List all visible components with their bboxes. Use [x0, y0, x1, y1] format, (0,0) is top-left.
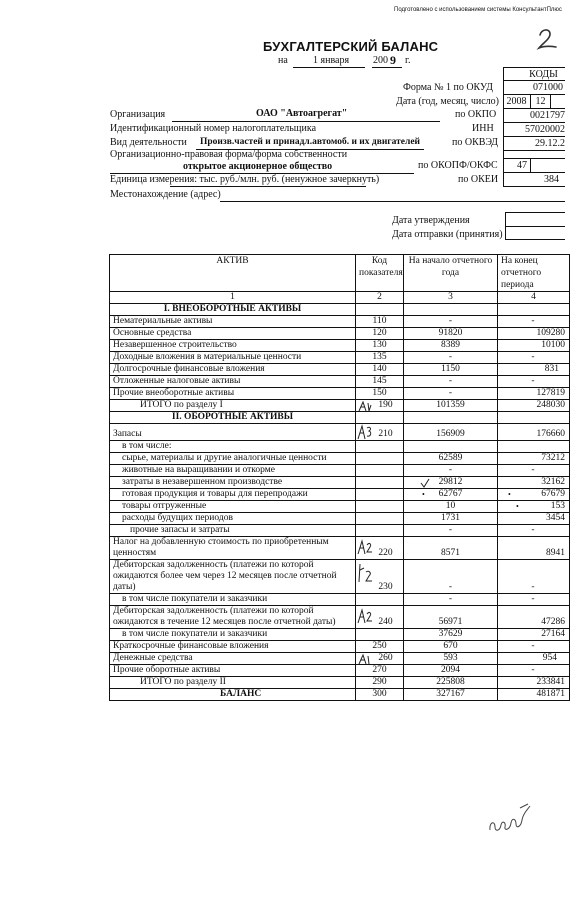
row-name: Основные средства [110, 328, 356, 340]
row-name: Нематериальные активы [110, 316, 356, 328]
inn-code-label: ИНН [472, 123, 494, 134]
row-end: 32162 [498, 477, 570, 489]
row-start: - [404, 352, 498, 364]
row-code-text: 240 [378, 617, 393, 627]
row-end: 233841 [498, 677, 570, 689]
row-start: 1731 [404, 513, 498, 525]
row-code [356, 424, 404, 441]
row-name: БАЛАНС [110, 689, 356, 701]
tick-mark-icon: • [516, 502, 519, 511]
unit-label: Единица измерения: тыс. руб./млн. руб. (ненужное зачеркнуть) [110, 174, 380, 185]
section-1-title: I. ВНЕОБОРОТНЫЕ АКТИВЫ [110, 304, 356, 316]
row-code [356, 653, 404, 665]
row-end: 831 [498, 364, 570, 376]
row-start: - [404, 388, 498, 400]
row-start: 37629 [404, 629, 498, 641]
handwritten-code-mark-a1 [358, 654, 372, 665]
row-code: 145 [356, 376, 404, 388]
row-end: - [498, 594, 570, 606]
sent-date-label: Дата отправки (принятия) [392, 229, 503, 240]
row-code: 270 [356, 665, 404, 677]
row-code-text: 190 [378, 400, 393, 410]
row-name: Прочие оборотные активы [110, 665, 356, 677]
row-name: Незавершенное строительство [110, 340, 356, 352]
row-end: 127819 [498, 388, 570, 400]
row-name: в том числе покупатели и заказчики [110, 594, 356, 606]
row-end: 3454 [498, 513, 570, 525]
row-name: в том числе покупатели и заказчики [110, 629, 356, 641]
row-name: животные на выращивании и откорме [110, 465, 356, 477]
table-row [110, 352, 570, 364]
row-name: готовая продукция и товары для перепродажи [110, 489, 356, 501]
row-name: Денежные средства [110, 653, 356, 665]
table-row [110, 316, 570, 328]
col-header-asset: АКТИВ [110, 255, 356, 292]
row-code [356, 513, 404, 525]
row-start-text: 29812 [438, 477, 463, 487]
row-end: 47286 [498, 606, 570, 629]
row-code [356, 629, 404, 641]
date-year-digit: 9 [390, 53, 396, 67]
row-start: 2094 [404, 665, 498, 677]
row-start: - [404, 376, 498, 388]
table-row [110, 489, 570, 501]
row-code: 300 [356, 689, 404, 701]
col-number-2: 2 [356, 292, 404, 304]
row-end: - [498, 665, 570, 677]
row-name: Запасы [110, 424, 356, 441]
date-year-prefix: 200 [373, 55, 388, 66]
row-code: 135 [356, 352, 404, 364]
inn-label: Идентификационный номер налогоплательщика [110, 123, 317, 134]
row-start: 101359 [404, 400, 498, 412]
handwritten-code-mark-a2 [357, 539, 373, 555]
section-2-title: II. ОБОРОТНЫЕ АКТИВЫ [110, 412, 356, 424]
row-start: 1150 [404, 364, 498, 376]
table-row [110, 441, 570, 453]
table-row [110, 641, 570, 653]
section-2-row [110, 412, 570, 424]
col-header-start: На начало отчетного года [404, 255, 498, 292]
row-end-text: 67679 [541, 489, 565, 499]
table-row [110, 465, 570, 477]
table-row [110, 376, 570, 388]
row-start: 8571 [404, 537, 498, 560]
row-end: 27164 [498, 629, 570, 641]
col-header-code: Код показателя [356, 255, 404, 292]
row-name: Долгосрочные финансовые вложения [110, 364, 356, 376]
tick-mark-icon: • [508, 490, 511, 499]
row-start: 91820 [404, 328, 498, 340]
row-code: 130 [356, 340, 404, 352]
approval-date-label: Дата утверждения [392, 215, 470, 226]
col-number-4: 4 [498, 292, 570, 304]
table-row [110, 340, 570, 352]
row-end: 73212 [498, 453, 570, 465]
row-start: 62589 [404, 453, 498, 465]
activity-label: Вид деятельности [110, 137, 187, 148]
activity-value: Произв.частей и принадл.автомоб. и их двигателей [200, 137, 421, 147]
row-name: прочие запасы и затраты [110, 525, 356, 537]
form-code: 071000 [503, 81, 565, 95]
row-code: 150 [356, 388, 404, 400]
table-row [110, 513, 570, 525]
handwritten-page-number [535, 26, 561, 52]
row-code-text: 210 [378, 429, 393, 439]
row-end: 248030 [498, 400, 570, 412]
handwritten-code-mark-a1 [358, 401, 374, 412]
date-month-code: 12 [531, 95, 551, 109]
row-name: затраты в незавершенном производстве [110, 477, 356, 489]
okei-label: по ОКЕИ [458, 174, 499, 185]
okved-label: по ОКВЭД [452, 137, 498, 148]
row-name: ИТОГО по разделу II [110, 677, 356, 689]
okei-code: 384 [503, 173, 565, 187]
table-row-balance [110, 689, 570, 701]
row-code [356, 606, 404, 629]
table-row [110, 364, 570, 376]
okopf-label: по ОКОПФ/ОКФС [418, 160, 498, 171]
row-start: - [404, 465, 498, 477]
table-row [110, 453, 570, 465]
row-name: Прочие внеоборотные активы [110, 388, 356, 400]
form-label: Форма № 1 по ОКУД [403, 82, 493, 93]
row-end-text: 153 [550, 501, 565, 511]
row-name: Отложенные налоговые активы [110, 376, 356, 388]
codes-empty-row [503, 151, 565, 159]
row-code: 250 [356, 641, 404, 653]
row-name: ИТОГО по разделу I [110, 400, 356, 412]
row-name: Краткосрочные финансовые вложения [110, 641, 356, 653]
table-row [110, 653, 570, 665]
row-end: 954 [498, 653, 570, 665]
table-row [110, 594, 570, 606]
col-header-end: На конец отчетного периода [498, 255, 570, 292]
row-start: 670 [404, 641, 498, 653]
codes-header-label: КОДЫ [529, 69, 558, 80]
row-code [356, 453, 404, 465]
inn-code: 57020002 [503, 123, 565, 137]
row-end: - [498, 560, 570, 594]
row-start: 156909 [404, 424, 498, 441]
row-end: 481871 [498, 689, 570, 701]
row-code: 140 [356, 364, 404, 376]
okved-code: 29.12.2 [503, 137, 565, 151]
okopf-code: 47 [503, 159, 531, 173]
row-end: - [498, 641, 570, 653]
row-code-text: 230 [378, 582, 393, 592]
row-start: - [404, 525, 498, 537]
table-row [110, 424, 570, 441]
table-header-row [110, 255, 570, 292]
row-code: 290 [356, 677, 404, 689]
row-code [356, 537, 404, 560]
row-name: Налог на добавленную стоимость по приобретенным ценностям [110, 537, 356, 560]
location-label: Местонахождение (адрес) [110, 189, 221, 200]
row-code [356, 477, 404, 489]
row-code: 110 [356, 316, 404, 328]
row-name: товары отгруженные [110, 501, 356, 513]
col-number-1: 1 [110, 292, 356, 304]
row-start: - [404, 594, 498, 606]
prepared-note: Подготовлено с использованием системы КонсультантПлюс [394, 7, 562, 13]
table-row [110, 388, 570, 400]
table-row [110, 328, 570, 340]
date-day-month: 1 января [313, 55, 350, 66]
okfs-code [531, 159, 565, 173]
row-end: 176660 [498, 424, 570, 441]
row-name: Доходные вложения в материальные ценности [110, 352, 356, 364]
okpo-label: по ОКПО [455, 109, 497, 120]
table-number-row [110, 292, 570, 304]
row-name: расходы будущих периодов [110, 513, 356, 525]
table-row-total-1 [110, 400, 570, 412]
date-suffix: г. [405, 55, 411, 66]
checkmark-icon [420, 478, 430, 488]
table-row [110, 665, 570, 677]
table-row [110, 537, 570, 560]
row-name: сырье, материалы и другие аналогичные ценности [110, 453, 356, 465]
row-code [356, 501, 404, 513]
row-end [498, 489, 570, 501]
table-row [110, 560, 570, 594]
row-name: Дебиторская задолженность (платежи по которой ожидаются более чем через 12 месяцев после отчетной даты) [110, 560, 356, 594]
tick-mark-icon: • [422, 490, 425, 499]
row-start: - [404, 560, 498, 594]
legal-form-value: открытое акционерное общество [183, 161, 333, 172]
row-end: 10100 [498, 340, 570, 352]
org-value: ОАО "Автоагрегат" [256, 108, 348, 119]
row-start: 327167 [404, 689, 498, 701]
row-end: - [498, 465, 570, 477]
row-end [498, 501, 570, 513]
row-code [356, 489, 404, 501]
row-code [356, 400, 404, 412]
row-end: - [498, 352, 570, 364]
row-start: 8389 [404, 340, 498, 352]
section-1-row [110, 304, 570, 316]
row-code [356, 465, 404, 477]
row-start: 56971 [404, 606, 498, 629]
date-label: Дата (год, месяц, число) [396, 96, 499, 107]
row-code [356, 525, 404, 537]
row-start: 593 [404, 653, 498, 665]
table-row [110, 501, 570, 513]
handwritten-code-mark-a2 [357, 608, 373, 624]
row-start [404, 477, 498, 489]
col-number-3: 3 [404, 292, 498, 304]
row-start: 225808 [404, 677, 498, 689]
org-label: Организация [110, 109, 166, 120]
date-day-code [551, 95, 565, 109]
handwritten-code-mark-a2 [357, 562, 373, 584]
row-name: в том числе: [110, 441, 356, 453]
page-title: БУХГАЛТЕРСКИЙ БАЛАНС [263, 39, 439, 54]
row-end: - [498, 376, 570, 388]
row-code-text: 260 [378, 653, 393, 663]
table-row-total-2 [110, 677, 570, 689]
legal-form-label: Организационно-правовая форма/форма собственности [110, 149, 348, 160]
date-prefix: на [278, 55, 288, 66]
table-row [110, 606, 570, 629]
balance-table [109, 254, 570, 701]
row-end: 8941 [498, 537, 570, 560]
handwritten-code-mark-a3 [357, 424, 373, 440]
row-start-text: 62767 [438, 489, 463, 499]
row-code-text: 220 [378, 548, 393, 558]
row-end: 109280 [498, 328, 570, 340]
handwritten-signature [486, 800, 534, 836]
row-code: 120 [356, 328, 404, 340]
date-year-code: 2008 [503, 95, 531, 109]
table-row [110, 525, 570, 537]
row-end: - [498, 316, 570, 328]
table-row [110, 629, 570, 641]
row-code [356, 594, 404, 606]
okpo-code: 0021797 [503, 109, 565, 123]
row-start: 10 [404, 501, 498, 513]
codes-header [503, 67, 565, 81]
row-start: - [404, 316, 498, 328]
row-code [356, 560, 404, 594]
row-start [404, 489, 498, 501]
row-end: - [498, 525, 570, 537]
table-row [110, 477, 570, 489]
row-name: Дебиторская задолженность (платежи по которой ожидаются в течение 12 месяцев после отчетной даты) [110, 606, 356, 629]
